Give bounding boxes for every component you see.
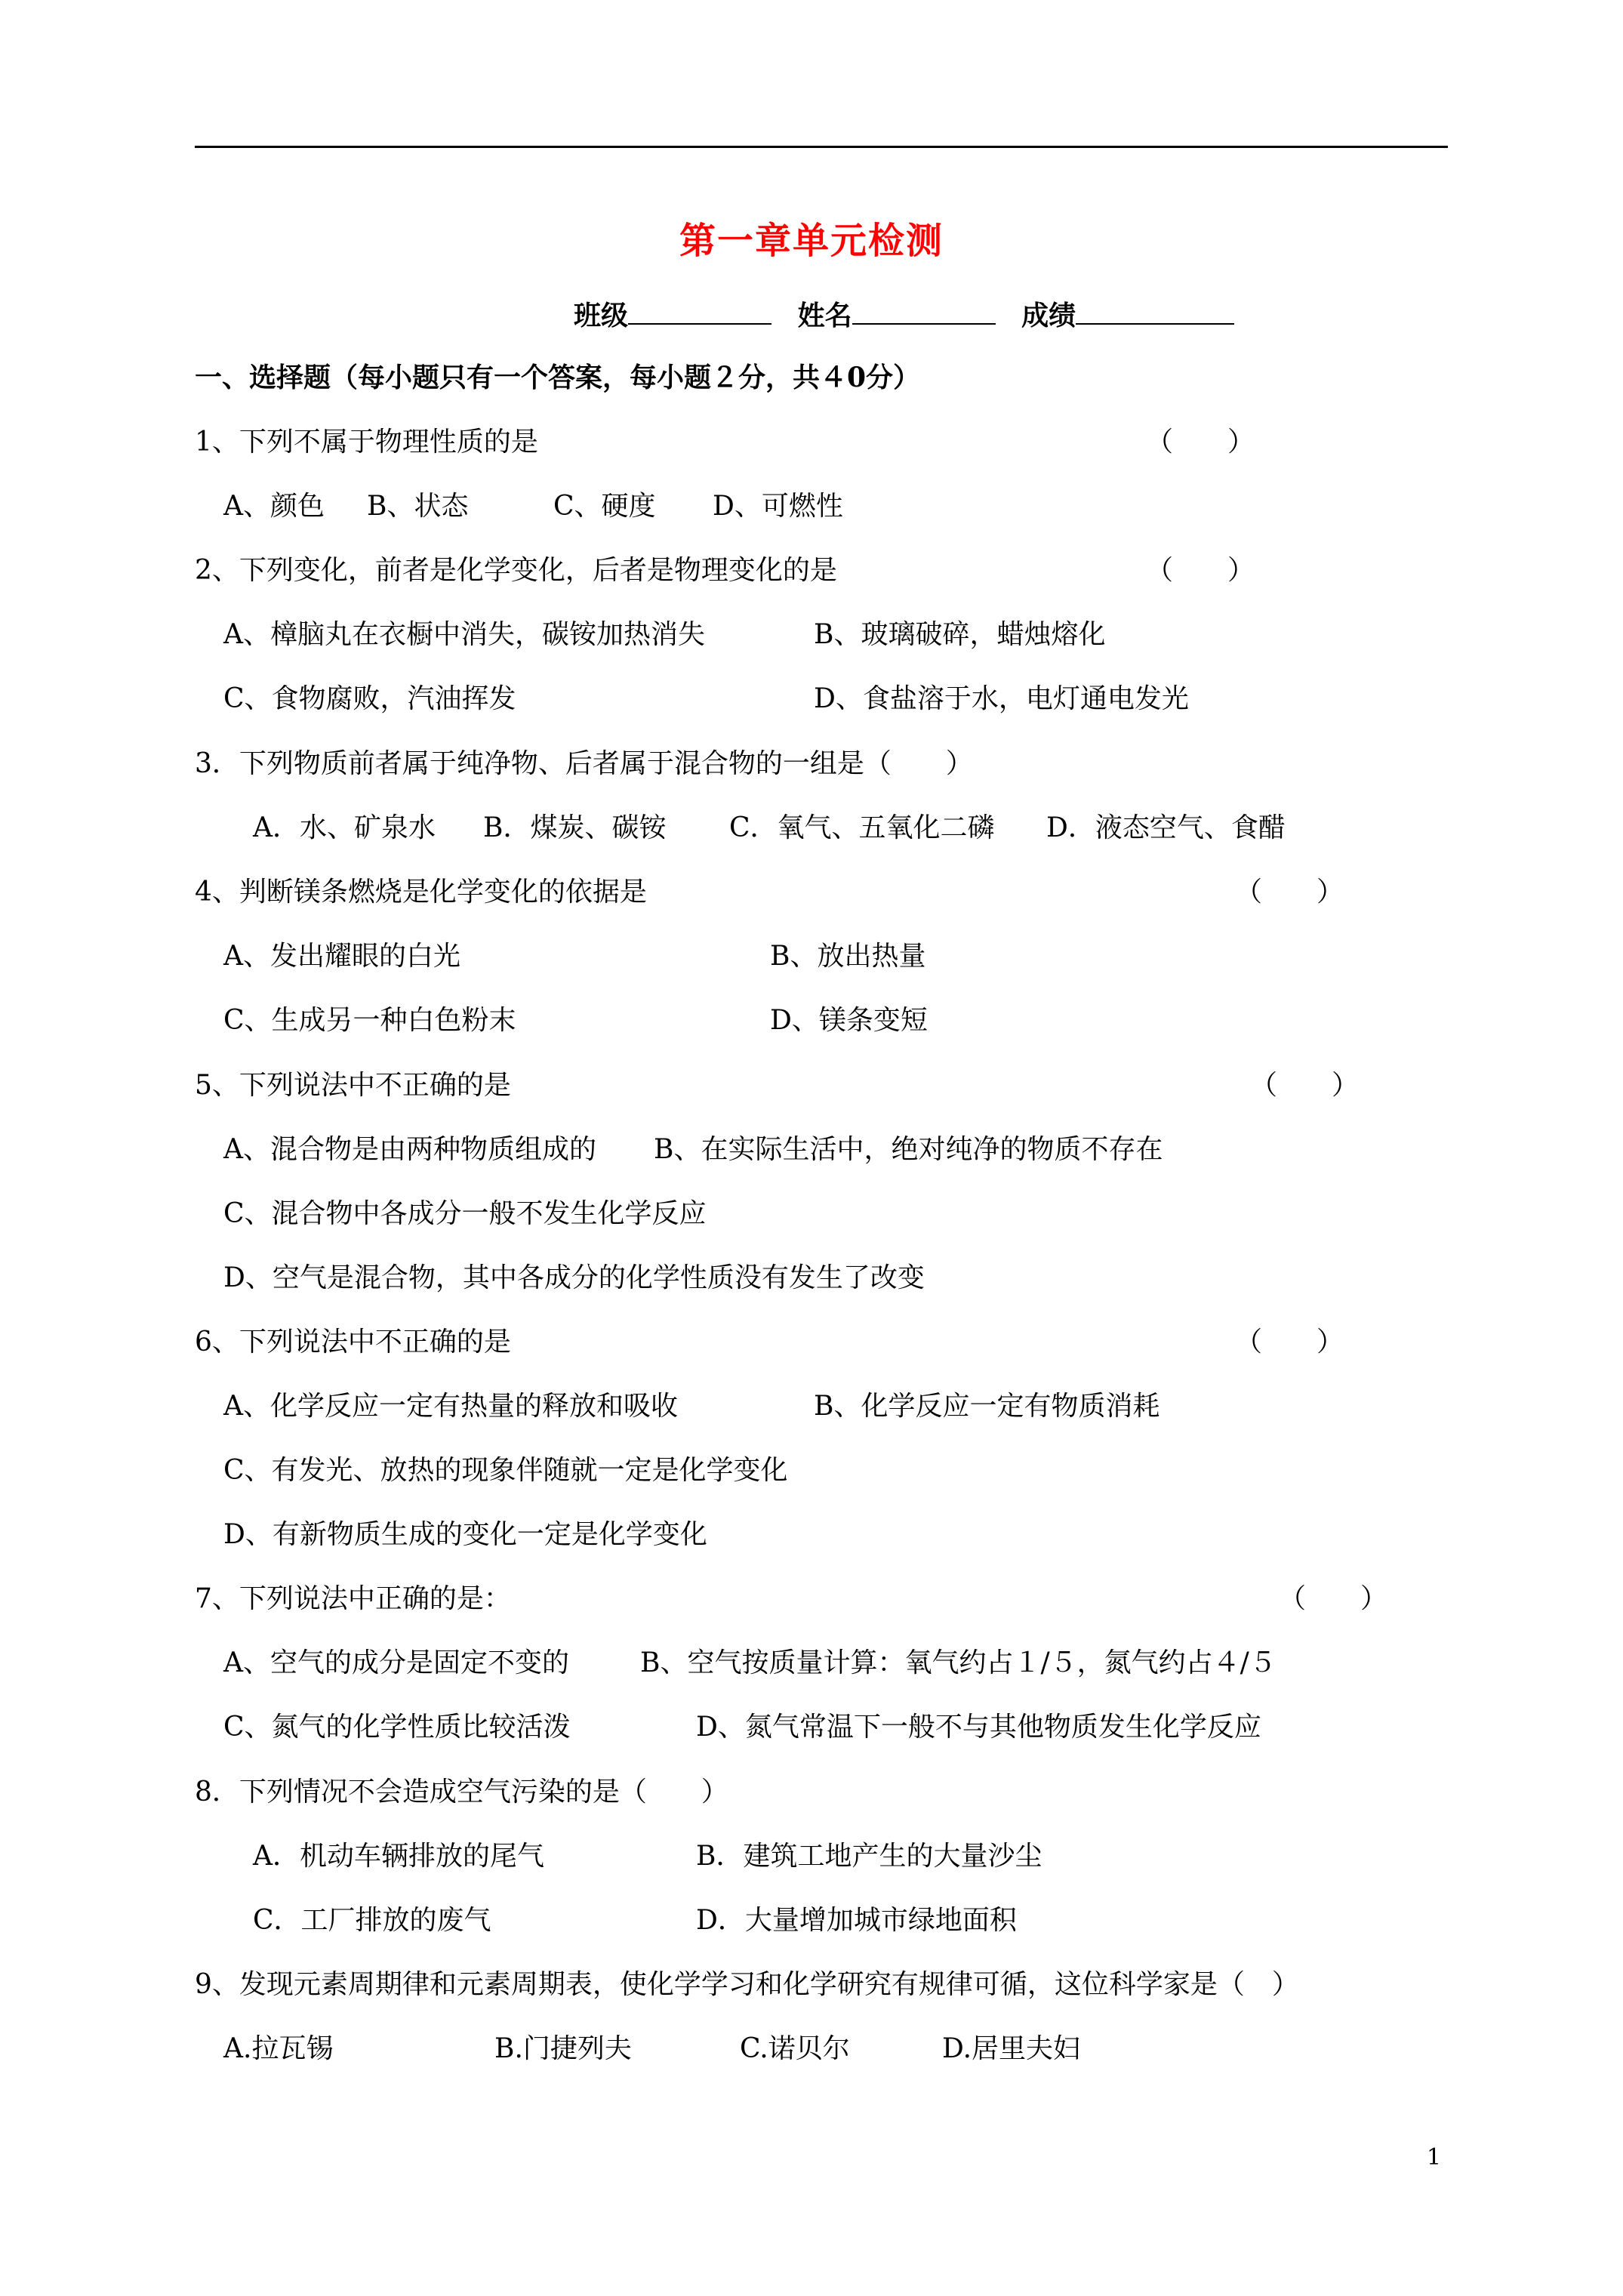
question-stem: 4、判断镁条燃烧是化学变化的依据是 (195, 877, 647, 908)
answer-paren[interactable]: （ ） (1146, 427, 1255, 458)
option-b: B、化学反应一定有物质消耗 (814, 1391, 1160, 1422)
option-c: C、有发光、放热的现象伴随就一定是化学变化 (223, 1455, 788, 1486)
option-a: A、发出耀眼的白光 (223, 941, 460, 972)
answer-paren[interactable]: （ ） (1250, 1070, 1360, 1101)
option-b: B、玻璃破碎，蜡烛熔化 (814, 619, 1106, 650)
student-info-fields (574, 296, 1234, 332)
option-b: B、在实际生活中，绝对纯净的物质不存在 (654, 1134, 1163, 1165)
option-d: D、有新物质生成的变化一定是化学变化 (223, 1519, 707, 1550)
class-blank[interactable] (628, 296, 771, 325)
option-b: B.门捷列夫 (494, 2033, 632, 2064)
option-c: C．氧气、五氧化二磷 (729, 812, 995, 843)
option-d: D、氮气常温下一般不与其他物质发生化学反应 (696, 1712, 1261, 1743)
option-a: A、颜色 (223, 491, 325, 522)
option-a: A、化学反应一定有热量的释放和吸收 (223, 1391, 678, 1422)
header-rule (195, 146, 1448, 148)
option-c: C、生成另一种白色粉末 (223, 1005, 516, 1036)
score-blank[interactable] (1076, 296, 1234, 325)
question-stem: 8．下列情况不会造成空气污染的是（ ） (195, 1777, 728, 1808)
answer-paren[interactable]: （ ） (1235, 877, 1344, 908)
question-stem: 7、下列说法中正确的是： (195, 1583, 511, 1614)
option-c: C．工厂排放的废气 (253, 1905, 491, 1936)
section-heading: 一、选择题（每小题只有一个答案，每小题２分，共４0分） (195, 362, 921, 393)
option-d: D、镁条变短 (770, 1005, 928, 1036)
option-b: B、放出热量 (770, 941, 926, 972)
option-a: A.拉瓦锡 (223, 2033, 334, 2064)
question-stem: 5、下列说法中不正确的是 (195, 1070, 511, 1101)
option-c: C、食物腐败，汽油挥发 (223, 683, 516, 714)
question-stem: 6、下列说法中不正确的是 (195, 1327, 511, 1358)
name-blank[interactable] (852, 296, 996, 325)
question-stem: 9、发现元素周期律和元素周期表，使化学学习和化学研究有规律可循，这位科学家是（ ） (195, 1969, 1299, 2000)
option-d: D．大量增加城市绿地面积 (696, 1905, 1017, 1936)
option-c: C、硬度 (553, 491, 656, 522)
option-a: A．机动车辆排放的尾气 (253, 1841, 544, 1872)
question-stem: 1、下列不属于物理性质的是 (195, 427, 538, 458)
score-label: 成绩 (1021, 300, 1076, 331)
name-label: 姓名 (797, 300, 852, 331)
class-label: 班级 (574, 300, 629, 331)
page-number: 1 (1427, 2144, 1442, 2171)
option-c: C、混合物中各成分一般不发生化学反应 (223, 1198, 707, 1229)
option-b: B．煤炭、碳铵 (483, 812, 667, 843)
answer-paren[interactable]: （ ） (1146, 555, 1255, 586)
question-stem: 2、下列变化，前者是化学变化，后者是物理变化的是 (195, 555, 837, 586)
option-d: D、食盐溶于水，电灯通电发光 (814, 683, 1189, 714)
question-stem: 3．下列物质前者属于纯净物、后者属于混合物的一组是（ ） (195, 748, 973, 779)
option-c: C、氮气的化学性质比较活泼 (223, 1712, 571, 1743)
answer-paren[interactable]: （ ） (1279, 1583, 1388, 1614)
page-title: 第一章单元检测 (679, 220, 944, 262)
option-b: B、空气按质量计算：氧气约占１/５，氮气约占４/５ (640, 1647, 1277, 1678)
option-d: D．液态空气、食醋 (1046, 812, 1286, 843)
option-a: A、樟脑丸在衣橱中消失，碳铵加热消失 (223, 619, 705, 650)
option-a: A、混合物是由两种物质组成的 (223, 1134, 596, 1165)
option-b: B、状态 (367, 491, 469, 522)
option-b: B．建筑工地产生的大量沙尘 (696, 1841, 1042, 1872)
option-a: A、空气的成分是固定不变的 (223, 1647, 569, 1678)
option-d: D、空气是混合物，其中各成分的化学性质没有发生了改变 (223, 1262, 925, 1293)
option-c: C.诺贝尔 (740, 2033, 850, 2064)
option-d: D.居里夫妇 (942, 2033, 1081, 2064)
answer-paren[interactable]: （ ） (1235, 1327, 1344, 1358)
option-a: A．水、矿泉水 (253, 812, 436, 843)
option-d: D、可燃性 (713, 491, 843, 522)
